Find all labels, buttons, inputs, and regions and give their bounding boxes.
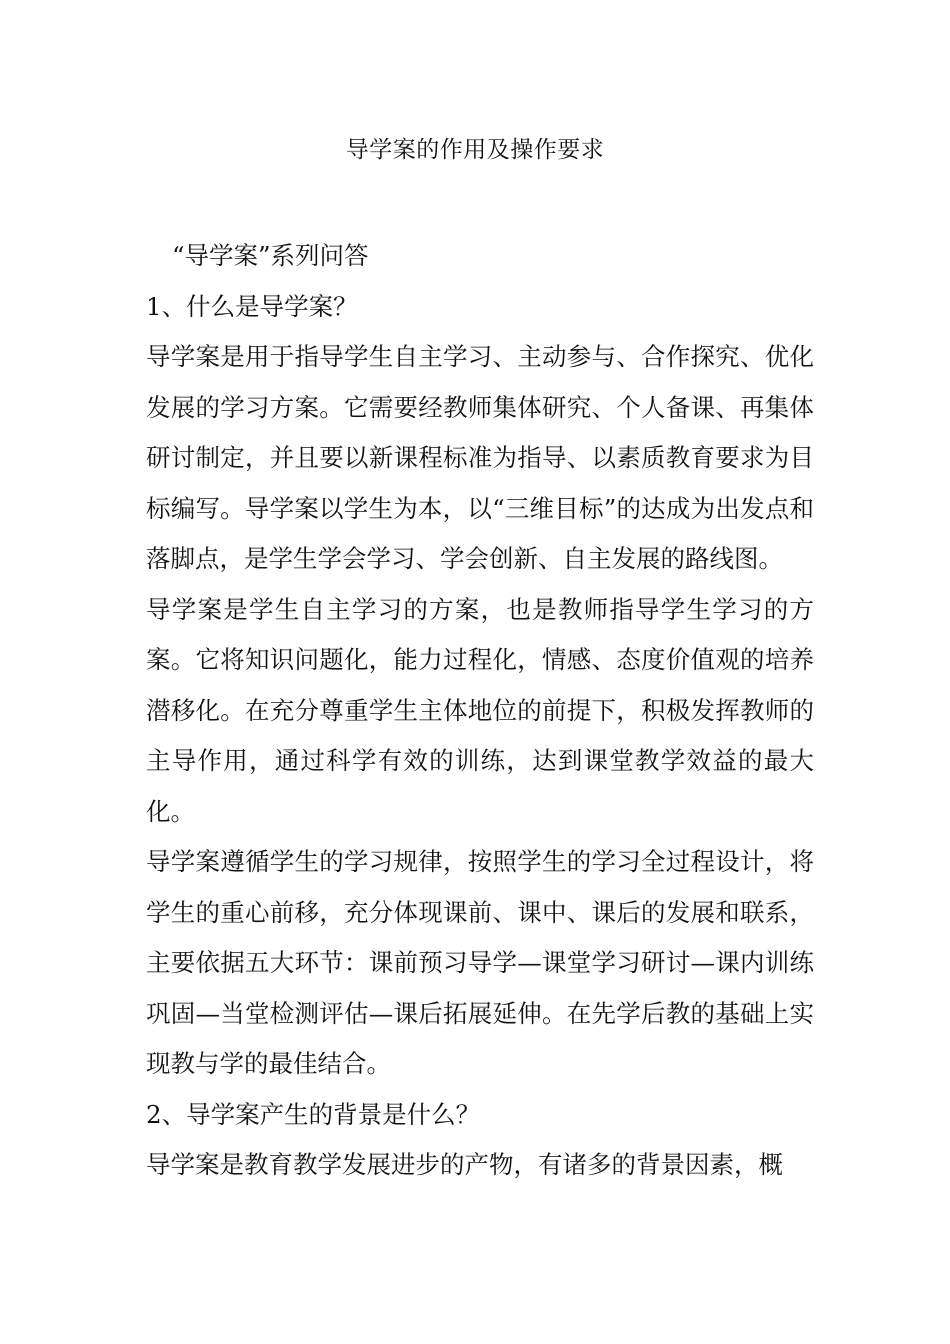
- paragraph-1: 导学案是用于指导学生自主学习、主动参与、合作探究、优化发展的学习方案。它需要经教师集体研究、个人备课、再集体研讨制定，并且要以新课程标准为指导、以素质教育要求为目标编写。导学案以学生为本，以“三维目标”的达成为出发点和落脚点，是学生学会学习、学会创新、自主发展的路线图。: [146, 342, 814, 573]
- paragraph-3: 导学案遵循学生的学习规律，按照学生的学习全过程设计，将学生的重心前移，充分体现课前、课中、课后的发展和联系，主要依据五大环节：课前预习导学—课堂学习研讨—课内训练巩固—当堂检测评估—课后拓展延伸。在先学后教的基础上实现教与学的最佳结合。: [146, 847, 814, 1078]
- paragraph-2: 导学案是学生自主学习的方案，也是教师指导学生学习的方案。它将知识问题化，能力过程化，情感、态度价值观的培养潜移化。在充分尊重学生主体地位的前提下，积极发挥教师的主导作用，通过科学有效的训练，达到课堂教学效益的最大化。: [146, 594, 814, 826]
- document-body: [146, 231, 814, 1191]
- paragraph-4: 导学案是教育教学发展进步的产物，有诸多的背景因素，概: [146, 1150, 783, 1179]
- question-heading-2: 2、导学案产生的背景是什么？: [146, 1099, 481, 1129]
- document-title: 导学案的作用及操作要求: [345, 137, 605, 163]
- question-heading-1: 1、什么是导学案？: [146, 291, 358, 321]
- section-subtitle: “导学案”系列问答: [172, 241, 369, 270]
